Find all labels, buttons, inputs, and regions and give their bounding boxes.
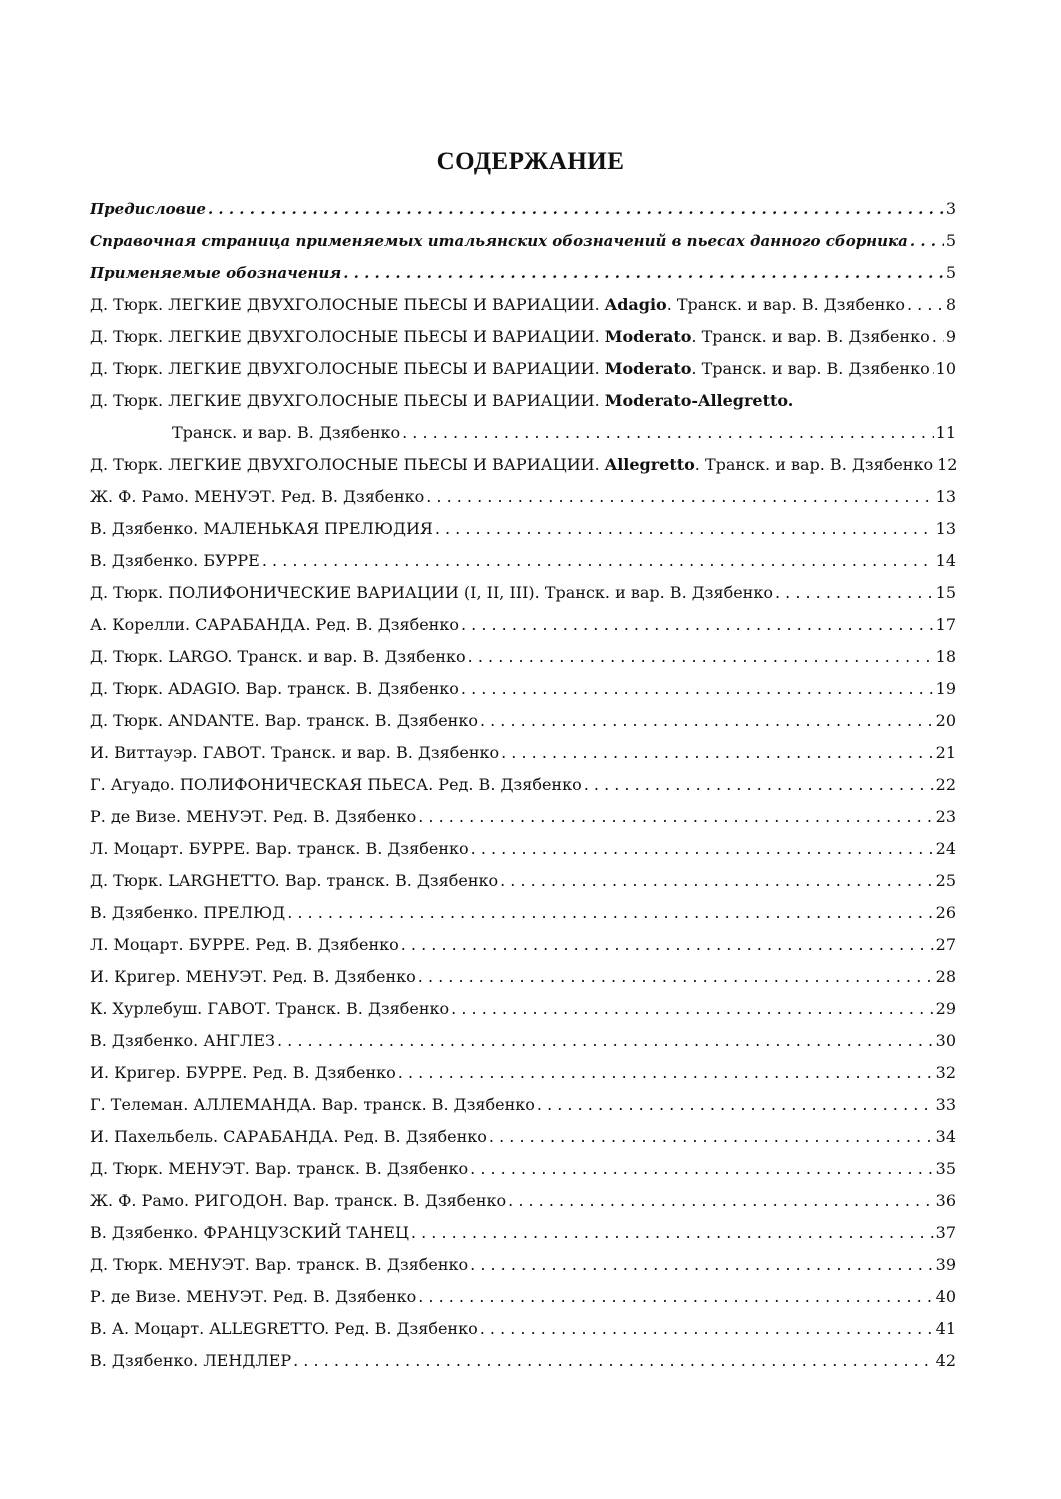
toc-entry-title-suffix: . Транск. и вар. В. Дзябенко xyxy=(691,359,930,378)
toc-entry-title-text: Д. Тюрк. ЛЕГКИЕ ДВУХГОЛОСНЫЕ ПЬЕСЫ И ВАРИАЦИИ. xyxy=(90,455,605,474)
toc-entry[interactable] xyxy=(90,449,956,481)
toc-entry-title xyxy=(90,897,285,929)
toc-entry[interactable] xyxy=(90,769,956,801)
toc-page-number: 5 xyxy=(945,231,956,250)
toc-page-number: 26 xyxy=(935,903,956,922)
dot-leader xyxy=(468,641,934,673)
toc-entry-title-suffix: . Транск. и вар. В. Дзябенко xyxy=(666,295,905,314)
dot-leader xyxy=(398,1057,934,1089)
toc-entry[interactable] xyxy=(90,609,956,641)
toc-page-number: 41 xyxy=(935,1319,956,1338)
toc-entry[interactable] xyxy=(90,1345,956,1377)
toc-page-number: 24 xyxy=(935,839,956,858)
toc-entry[interactable] xyxy=(90,865,956,897)
toc-entry-title-text: В. Дзябенко. ФРАНЦУЗСКИЙ ТАНЕЦ xyxy=(90,1223,409,1242)
toc-entry-title xyxy=(90,1089,535,1121)
toc-page-number: 40 xyxy=(935,1287,956,1306)
dot-leader xyxy=(775,577,934,609)
toc-page-number: 33 xyxy=(935,1095,956,1114)
toc-page-number: 11 xyxy=(935,423,956,442)
toc-entry-title xyxy=(90,673,459,705)
dot-leader xyxy=(461,609,934,641)
toc-entry-title-text: А. Корелли. САРАБАНДА. Ред. В. Дзябенко xyxy=(90,615,459,634)
toc-entry-title xyxy=(90,1057,396,1089)
toc-entry-title-text: Д. Тюрк. ПОЛИФОНИЧЕСКИЕ ВАРИАЦИИ (I, II, III). Транск. и вар. В. Дзябенко xyxy=(90,583,773,602)
toc-entry[interactable] xyxy=(90,353,956,385)
toc-entry-title-text: Д. Тюрк. ЛЕГКИЕ ДВУХГОЛОСНЫЕ ПЬЕСЫ И ВАРИАЦИИ. xyxy=(90,391,605,410)
toc-entry-title xyxy=(90,257,341,289)
toc-page-number: 30 xyxy=(935,1031,956,1050)
toc-entry-title-text: Д. Тюрк. ЛЕГКИЕ ДВУХГОЛОСНЫЕ ПЬЕСЫ И ВАРИАЦИИ. xyxy=(90,295,605,314)
toc-page-number: 9 xyxy=(945,327,956,346)
dot-leader xyxy=(343,257,944,289)
toc-entry-title-text: Р. де Визе. МЕНУЭТ. Ред. В. Дзябенко xyxy=(90,1287,417,1306)
toc-entry-title xyxy=(90,385,793,417)
toc-entry[interactable] xyxy=(90,993,956,1025)
toc-entry-title xyxy=(90,513,433,545)
toc-entry-title xyxy=(90,705,478,737)
toc-entry[interactable] xyxy=(90,1089,956,1121)
toc-entry-title-text: Л. Моцарт. БУРРЕ. Вар. транск. В. Дзябенко xyxy=(90,839,469,858)
toc-entry-title-text: И. Кригер. МЕНУЭТ. Ред. В. Дзябенко xyxy=(90,967,416,986)
toc-entry-title xyxy=(90,321,930,353)
toc-entry-tempo: Moderato-Allegretto. xyxy=(604,391,794,410)
toc-page-number: 25 xyxy=(935,871,956,890)
toc-page-number: 15 xyxy=(935,583,956,602)
toc-entry[interactable] xyxy=(90,1185,956,1217)
toc-page-number: 22 xyxy=(935,775,956,794)
toc-entry[interactable] xyxy=(90,1025,956,1057)
toc-entry[interactable] xyxy=(90,673,956,705)
dot-leader xyxy=(500,865,934,897)
toc-page-number: 37 xyxy=(935,1223,956,1242)
toc-entry[interactable] xyxy=(90,1153,956,1185)
toc-page-number: 5 xyxy=(945,263,956,282)
dot-leader xyxy=(411,1217,934,1249)
toc-entry-title xyxy=(90,481,424,513)
toc-entry[interactable] xyxy=(90,513,956,545)
dot-leader xyxy=(470,1153,933,1185)
toc-entry[interactable] xyxy=(90,289,956,321)
dot-leader xyxy=(208,193,944,225)
toc-entry[interactable] xyxy=(90,225,956,257)
toc-entry-title xyxy=(90,1185,506,1217)
toc-entry[interactable] xyxy=(90,897,956,929)
toc-entry[interactable] xyxy=(90,833,956,865)
toc-page-number: 18 xyxy=(935,647,956,666)
toc-entry-title xyxy=(90,929,399,961)
dot-leader xyxy=(480,705,934,737)
toc-entry-title xyxy=(90,545,260,577)
toc-entry-title xyxy=(90,1281,416,1313)
toc-entry-title-text: Д. Тюрк. ЛЕГКИЕ ДВУХГОЛОСНЫЕ ПЬЕСЫ И ВАРИАЦИИ. xyxy=(90,327,605,346)
toc-entry-title-text: Ж. Ф. Рамо. МЕНУЭТ. Ред. В. Дзябенко xyxy=(90,487,425,506)
toc-entry-title-text: Д. Тюрк. LARGHETTO. Вар. транск. В. Дзябенко xyxy=(90,871,499,890)
toc-page-number: 8 xyxy=(945,295,956,314)
toc-entry-title-text: Ж. Ф. Рамо. РИГОДОН. Вар. транск. В. Дзябенко xyxy=(90,1191,507,1210)
toc-entry-title-text: Транск. и вар. В. Дзябенко xyxy=(172,423,401,442)
toc-entry[interactable] xyxy=(90,1217,956,1249)
dot-leader xyxy=(262,545,934,577)
toc-entry-title xyxy=(90,993,449,1025)
toc-page-number: 29 xyxy=(935,999,956,1018)
toc-page-number: 32 xyxy=(935,1063,956,1082)
toc-entry-title-text: Г. Агуадо. ПОЛИФОНИЧЕСКАЯ ПЬЕСА. Ред. В. Дзябенко xyxy=(90,775,582,794)
toc-entry[interactable] xyxy=(90,545,956,577)
toc-entry-title xyxy=(90,577,773,609)
dot-leader xyxy=(910,225,944,257)
toc-entry-title-text: Д. Тюрк. ANDANTE. Вар. транск. В. Дзябенко xyxy=(90,711,478,730)
dot-leader xyxy=(932,321,944,353)
dot-leader xyxy=(435,513,934,545)
toc-entry-title xyxy=(90,1313,478,1345)
toc-entry-tempo: Allegretto xyxy=(604,455,695,474)
toc-page-number: 13 xyxy=(935,519,956,538)
toc-entry-title-text: Д. Тюрк. LARGO. Транск. и вар. В. Дзябенко xyxy=(90,647,466,666)
toc-entry-title xyxy=(172,417,400,449)
toc-page-number: 20 xyxy=(935,711,956,730)
dot-leader xyxy=(426,481,933,513)
dot-leader xyxy=(418,1281,933,1313)
toc-page-number: 14 xyxy=(935,551,956,570)
toc-entry-tempo: Adagio xyxy=(604,295,667,314)
dot-leader xyxy=(489,1121,934,1153)
toc-entry-title-suffix: . Транск. и вар. В. Дзябенко xyxy=(694,455,934,474)
dot-leader xyxy=(508,1185,934,1217)
page-title: СОДЕРЖАНИЕ xyxy=(436,148,625,175)
dot-leader xyxy=(401,929,934,961)
toc-entry-title-text: Д. Тюрк. МЕНУЭТ. Вар. транск. В. Дзябенко xyxy=(90,1159,469,1178)
toc-entry-tempo: Moderato xyxy=(604,327,692,346)
toc-entry-title xyxy=(90,801,416,833)
toc-entry[interactable] xyxy=(90,481,956,513)
toc-page-number: 36 xyxy=(935,1191,956,1210)
dot-leader xyxy=(418,801,933,833)
toc-page-number: 19 xyxy=(935,679,956,698)
toc-page-number: 28 xyxy=(935,967,956,986)
toc-entry-title xyxy=(90,1025,275,1057)
toc-page-number: 39 xyxy=(935,1255,956,1274)
toc-entry-title-text: В. Дзябенко. БУРРЕ xyxy=(90,551,260,570)
toc-page-number: 3 xyxy=(945,199,956,218)
toc-entry[interactable] xyxy=(90,577,956,609)
toc-entry-title-text: Д. Тюрк. МЕНУЭТ. Вар. транск. В. Дзябенко xyxy=(90,1255,469,1274)
dot-leader xyxy=(501,737,934,769)
dot-leader xyxy=(287,897,933,929)
toc-page-number: 23 xyxy=(935,807,956,826)
toc-entry[interactable] xyxy=(90,961,956,993)
toc-entry[interactable] xyxy=(90,801,956,833)
toc-entry-title-text: Справочная страница применяемых итальянских обозначений в пьесах данного сборника xyxy=(90,232,908,250)
toc-entry-title xyxy=(90,609,459,641)
toc-entry-title-text: Предисловие xyxy=(90,200,206,218)
toc-entry[interactable] xyxy=(90,705,956,737)
toc-entry-title xyxy=(90,193,206,225)
toc-entry-title-text: В. Дзябенко. ЛЕНДЛЕР xyxy=(90,1351,292,1370)
toc-entry-title xyxy=(90,289,905,321)
toc-page-number: 17 xyxy=(935,615,956,634)
toc-entry-title-text: И. Кригер. БУРРЕ. Ред. В. Дзябенко xyxy=(90,1063,396,1082)
toc-entry-title-suffix: . Транск. и вар. В. Дзябенко xyxy=(691,327,930,346)
toc-entry-title xyxy=(90,961,416,993)
toc-entry-title-text: Г. Телеман. АЛЛЕМАНДА. Вар. транск. В. Дзябенко xyxy=(90,1095,535,1114)
toc-page-number: 12 xyxy=(937,455,958,474)
toc-entry-title xyxy=(90,1249,468,1281)
toc-entry-title-text: Л. Моцарт. БУРРЕ. Ред. В. Дзябенко xyxy=(90,935,399,954)
dot-leader xyxy=(451,993,933,1025)
toc-entry[interactable] xyxy=(90,737,956,769)
toc-entry[interactable] xyxy=(90,929,956,961)
toc-entry[interactable] xyxy=(90,321,956,353)
toc-entry-title-text: И. Пахельбель. САРАБАНДА. Ред. В. Дзябенко xyxy=(90,1127,487,1146)
dot-leader xyxy=(277,1025,934,1057)
dot-leader xyxy=(418,961,934,993)
toc-entry[interactable] xyxy=(90,385,956,417)
dot-leader xyxy=(470,1249,933,1281)
toc-entry[interactable] xyxy=(90,417,956,449)
toc-entry-title-text: В. Дзябенко. МАЛЕНЬКАЯ ПРЕЛЮДИЯ xyxy=(90,519,433,538)
toc-entry-title xyxy=(90,1153,468,1185)
toc-page-number: 34 xyxy=(935,1127,956,1146)
dot-leader xyxy=(907,289,944,321)
toc-entry[interactable] xyxy=(90,1281,956,1313)
toc-entry-title xyxy=(90,833,469,865)
toc-page-number: 13 xyxy=(935,487,956,506)
dot-leader xyxy=(537,1089,934,1121)
toc-entry-tempo: Moderato xyxy=(604,359,692,378)
toc-entry[interactable] xyxy=(90,1249,956,1281)
dot-leader xyxy=(584,769,934,801)
toc-entry-title xyxy=(90,769,582,801)
dot-leader xyxy=(932,353,934,385)
toc-entry[interactable] xyxy=(90,257,956,289)
toc-entry-title xyxy=(90,449,933,481)
dot-leader xyxy=(293,1345,934,1377)
toc-entry-title xyxy=(90,353,930,385)
dot-leader xyxy=(402,417,934,449)
toc-entry[interactable] xyxy=(90,193,956,225)
dot-leader xyxy=(461,673,934,705)
toc-entry[interactable] xyxy=(90,1057,956,1089)
toc-entry-title xyxy=(90,225,908,257)
toc-entry[interactable] xyxy=(90,1313,956,1345)
toc-entry-title-text: К. Хурлебуш. ГАВОТ. Транск. В. Дзябенко xyxy=(90,999,450,1018)
toc-entry-title xyxy=(90,1345,291,1377)
toc-entry-title xyxy=(90,737,499,769)
toc-page-number: 21 xyxy=(935,743,956,762)
toc-page-number: 35 xyxy=(935,1159,956,1178)
toc-page-number: 42 xyxy=(935,1351,956,1370)
toc-entry-title xyxy=(90,1121,487,1153)
toc-entry-title xyxy=(90,865,498,897)
toc-entry-title-text: Д. Тюрк. ЛЕГКИЕ ДВУХГОЛОСНЫЕ ПЬЕСЫ И ВАРИАЦИИ. xyxy=(90,359,605,378)
toc-entry[interactable] xyxy=(90,1121,956,1153)
dot-leader xyxy=(480,1313,934,1345)
toc-entry-title-text: Применяемые обозначения xyxy=(90,264,342,282)
toc-entry[interactable] xyxy=(90,641,956,673)
dot-leader xyxy=(471,833,934,865)
toc-entry-title-text: В. Дзябенко. АНГЛЕЗ xyxy=(90,1031,275,1050)
toc-page-number: 27 xyxy=(935,935,956,954)
toc-entry-title xyxy=(90,1217,409,1249)
toc-entry-title-text: Р. де Визе. МЕНУЭТ. Ред. В. Дзябенко xyxy=(90,807,417,826)
toc-entry-title-text: Д. Тюрк. ADAGIO. Вар. транск. В. Дзябенко xyxy=(90,679,459,698)
toc-entry-title-text: В. А. Моцарт. ALLEGRETTO. Ред. В. Дзябенко xyxy=(90,1319,478,1338)
toc-entry-title-text: В. Дзябенко. ПРЕЛЮД xyxy=(90,903,286,922)
toc-entry-title-text: И. Виттауэр. ГАВОТ. Транск. и вар. В. Дзябенко xyxy=(90,743,500,762)
toc-entry-title xyxy=(90,641,466,673)
table-of-contents xyxy=(90,193,956,1377)
toc-page-number: 10 xyxy=(935,359,956,378)
